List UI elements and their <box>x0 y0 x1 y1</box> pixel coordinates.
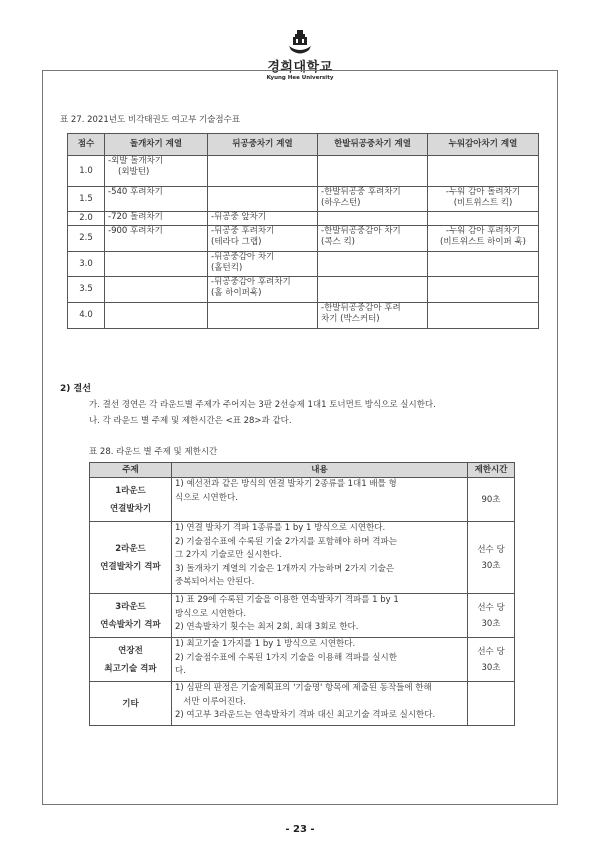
technique-line: (홀 하이퍼훅) <box>211 288 262 298</box>
table28-caption: 표 28. 라운드 별 주제 및 제한시간 <box>89 447 218 457</box>
technique-line: (콕스 킥) <box>321 237 355 247</box>
content-cell <box>172 682 468 726</box>
content-cell <box>172 478 468 522</box>
section-line-b: 나. 각 라운드 별 주제 및 제한시간은 <표 28>과 같다. <box>89 416 292 426</box>
limit-line: 선수 당 <box>477 646 505 657</box>
subject-line: 연속발차기 격파 <box>100 619 161 630</box>
content-line: 3) 돌개차기 계열의 기술은 1개까지 가능하며 2가지 기술은 <box>175 563 395 574</box>
limit-line: 선수 당 <box>477 602 505 613</box>
technique-cell <box>208 252 318 277</box>
technique-cell <box>428 156 539 187</box>
subject-cell <box>90 682 172 726</box>
score-row <box>68 303 539 329</box>
technique-cell <box>208 187 318 212</box>
university-name-english: Kyung Hee University <box>266 75 334 81</box>
content-cell <box>172 594 468 638</box>
technique-cell <box>318 303 428 329</box>
content-line: 방식으로 시연한다. <box>175 608 247 619</box>
technique-line: -뒤공중 앞차기 <box>211 212 267 222</box>
technique-cell <box>428 252 539 277</box>
limit-line: 30초 <box>481 618 501 629</box>
technique-line: -한발뒤공중 후려차기 <box>321 187 401 197</box>
content-cell <box>172 522 468 594</box>
content-cell <box>172 638 468 682</box>
header-hanbal: 한발뒤공중차기 계열 <box>318 134 428 156</box>
content-line: 그 2가지 기술로만 실시한다. <box>175 550 282 560</box>
limit-cell <box>468 594 515 638</box>
technique-cell <box>105 156 208 187</box>
subject-line: 연결발차기 <box>109 503 152 514</box>
table28-body <box>90 478 515 726</box>
header-dolgae: 돌개차기 계열 <box>105 134 208 156</box>
subject-line: 기타 <box>122 698 139 709</box>
score-cell: 2.5 <box>68 226 105 252</box>
technique-cell <box>208 212 318 226</box>
technique-line: -540 후려차기 <box>108 187 163 197</box>
score-cell: 1.5 <box>68 187 105 212</box>
round-row <box>90 478 515 522</box>
subject-cell <box>90 594 172 638</box>
technique-score-table <box>67 133 539 329</box>
technique-cell <box>318 226 428 252</box>
technique-cell <box>428 277 539 303</box>
technique-line: (비트위스트 하이퍼 훅) <box>440 237 526 247</box>
subject-line: 연결발차기 격파 <box>100 561 161 572</box>
section-line-a: 가. 결선 경연은 각 라운드별 주제가 주어지는 3판 2선승제 1대1 토너먼트 방식으로 실시한다. <box>89 400 436 410</box>
content-line: 다. <box>175 666 186 676</box>
technique-cell <box>105 277 208 303</box>
technique-line: -뒤공중감아 후려차기 <box>211 277 291 287</box>
round-row <box>90 638 515 682</box>
technique-line: -한발뒤공중감아 차기 <box>321 226 401 236</box>
limit-line: 30초 <box>481 560 501 571</box>
technique-line: (홀턴킥) <box>211 263 243 273</box>
header-nuwo: 누워감아차기 계열 <box>428 134 539 156</box>
content-line: 1) 표 29에 수록된 기술을 이용한 연속발차기 격파를 1 by 1 <box>175 595 399 605</box>
subject-line: 최고기술 격파 <box>104 663 157 674</box>
technique-cell <box>105 252 208 277</box>
score-cell: 3.0 <box>68 252 105 277</box>
content-line: 서만 이루어진다. <box>175 696 246 707</box>
limit-cell <box>468 682 515 726</box>
content-line: 2) 기술점수표에 수록된 기술 2가지를 포함해야 하며 격파는 <box>175 536 397 547</box>
content-line: 1) 심판의 판정은 기술계획표의 '기술명' 항목에 제출된 동작들에 한해 <box>175 683 432 693</box>
subject-line: 2라운드 <box>115 543 146 554</box>
round-row <box>90 682 515 726</box>
technique-cell <box>318 156 428 187</box>
technique-line: (외발턴) <box>118 167 150 177</box>
limit-cell <box>468 638 515 682</box>
content-line: 1) 예선전과 같은 방식의 연결 발차기 2종류를 1대1 배틀 형 <box>175 479 397 489</box>
technique-cell <box>105 212 208 226</box>
technique-line: (테라다 그랩) <box>211 237 262 247</box>
technique-cell <box>208 303 318 329</box>
technique-cell <box>105 303 208 329</box>
university-name-korean: 경희대학교 <box>267 60 333 75</box>
subject-cell <box>90 638 172 682</box>
round-row <box>90 522 515 594</box>
subject-line: 3라운드 <box>115 601 146 612</box>
technique-cell <box>318 212 428 226</box>
limit-line: 90초 <box>481 494 501 505</box>
score-cell: 2.0 <box>68 212 105 226</box>
technique-line: -뒤공중 후려차기 <box>211 226 275 236</box>
header-dwigongjung: 뒤공중차기 계열 <box>208 134 318 156</box>
header-content: 내용 <box>172 463 468 478</box>
technique-line: -누워 감아 돌려차기 <box>445 187 521 197</box>
round-topic-table <box>89 462 515 726</box>
subject-line: 1라운드 <box>115 485 146 496</box>
technique-line: -외발 돌개차기 <box>108 156 164 166</box>
technique-cell <box>318 277 428 303</box>
page-number: - 23 - <box>285 824 315 835</box>
table27-caption: 표 27. 2021년도 비각태권도 여고부 기술점수표 <box>60 115 241 125</box>
technique-cell <box>208 226 318 252</box>
technique-cell <box>105 226 208 252</box>
technique-cell <box>208 156 318 187</box>
content-line: 식으로 시연한다. <box>175 492 238 503</box>
table27-body <box>68 156 539 329</box>
limit-line: 30초 <box>481 662 501 673</box>
score-row <box>68 226 539 252</box>
score-row <box>68 277 539 303</box>
technique-line: 차기 (박스커터) <box>321 314 380 324</box>
round-row <box>90 594 515 638</box>
content-line: 2) 연속발차기 횟수는 최저 2회, 최대 3회로 한다. <box>175 622 359 632</box>
content-line: 2) 여고부 3라운드는 연속발차기 격파 대신 최고기술 격파로 실시한다. <box>175 710 436 720</box>
score-row <box>68 252 539 277</box>
technique-line: -720 돌려차기 <box>108 212 163 222</box>
limit-cell <box>468 522 515 594</box>
technique-line: -900 후려차기 <box>108 226 163 236</box>
technique-line: -한발뒤공중감아 후려 <box>321 303 401 313</box>
score-cell: 1.0 <box>68 156 105 187</box>
content-line: 2) 기술점수표에 수록된 1가지 기술을 이용해 격파를 실시한 <box>175 652 397 663</box>
subject-line: 연장전 <box>118 645 143 656</box>
technique-line: (비트위스트 킥) <box>453 198 513 208</box>
technique-cell <box>428 303 539 329</box>
score-row <box>68 156 539 187</box>
technique-cell <box>428 226 539 252</box>
technique-cell <box>428 187 539 212</box>
section-title: 2) 결선 <box>60 384 91 394</box>
technique-line: (하우스턴) <box>321 198 361 208</box>
subject-cell <box>90 522 172 594</box>
content-line: 1) 최고기술 1가지를 1 by 1 방식으로 시연한다. <box>175 639 356 649</box>
score-cell: 4.0 <box>68 303 105 329</box>
technique-cell <box>428 212 539 226</box>
technique-cell <box>208 277 318 303</box>
technique-line: -누워 감아 후려차기 <box>445 226 521 236</box>
technique-line: -뒤공중감아 차기 <box>211 252 275 262</box>
university-emblem-icon <box>288 30 312 56</box>
subject-cell <box>90 478 172 522</box>
limit-cell <box>468 478 515 522</box>
header-limit: 제한시간 <box>468 463 515 478</box>
content-line: 1) 연결 발차기 격파 1종류를 1 by 1 방식으로 시연한다. <box>175 523 386 533</box>
score-row <box>68 187 539 212</box>
technique-cell <box>318 187 428 212</box>
score-row <box>68 212 539 226</box>
technique-cell <box>318 252 428 277</box>
limit-line: 선수 당 <box>477 544 505 555</box>
header-subject: 주제 <box>90 463 172 478</box>
header-score: 점수 <box>68 134 105 156</box>
score-cell: 3.5 <box>68 277 105 303</box>
content-line: 중복되어서는 안된다. <box>175 577 255 587</box>
technique-cell <box>105 187 208 212</box>
